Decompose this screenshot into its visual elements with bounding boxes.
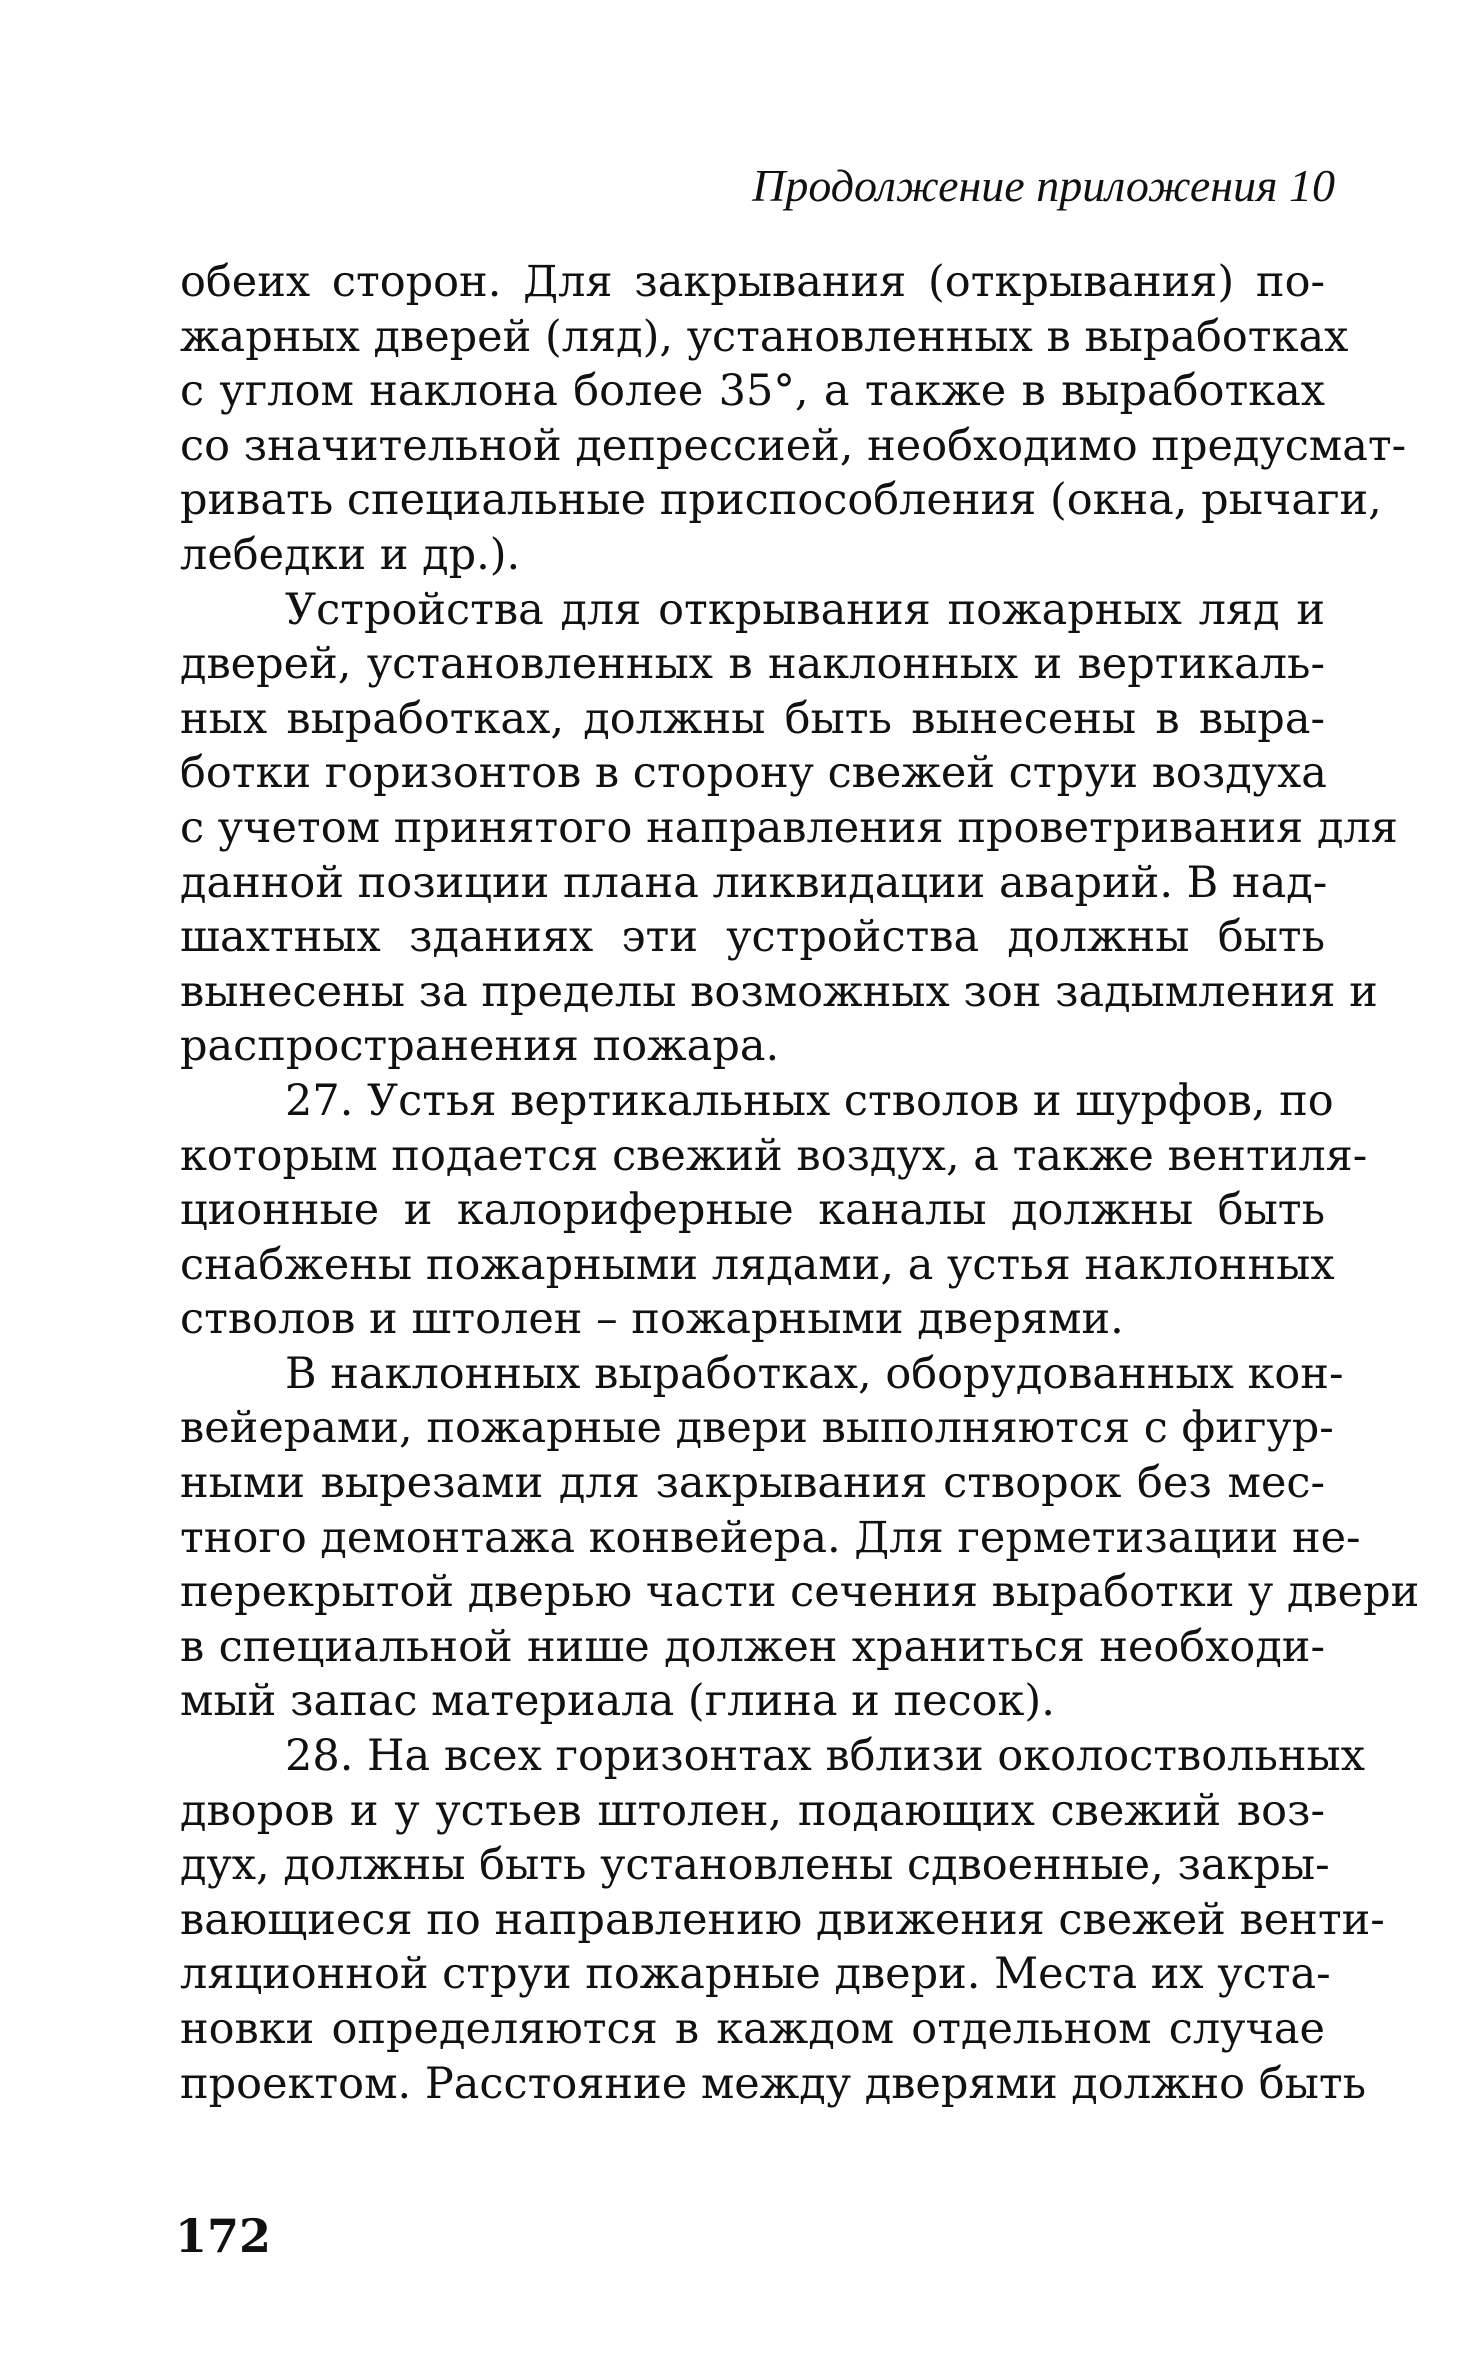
text-line: с учетом принятого направления проветривания для xyxy=(180,802,1398,853)
text-line: ляционной струи пожарные двери. Места их уста- xyxy=(180,1949,1331,2000)
body-text xyxy=(180,255,1420,2111)
paragraph xyxy=(180,255,1407,583)
paragraph xyxy=(180,1347,1420,1729)
text-line: лебедки и др.). xyxy=(180,529,521,580)
text-line: 28. На всех горизонтах вблизи околоствольных xyxy=(285,1731,1365,1782)
text-line: стволов и штолен – пожарными дверями. xyxy=(180,1294,1124,1345)
text-line: распространения пожара. xyxy=(180,1021,780,1072)
text-line: дух, должны быть установлены сдвоенные, закры- xyxy=(180,1840,1330,1891)
text-line: 27. Устья вертикальных стволов и шурфов, по xyxy=(285,1075,1334,1126)
text-line: перекрытой дверью части сечения выработки у двери xyxy=(180,1567,1420,1618)
text-line: вынесены за пределы возможных зон задымления и xyxy=(180,966,1378,1017)
text-line: в специальной нише должен храниться необходи- xyxy=(180,1621,1325,1672)
running-header: Продолжение приложения 10 xyxy=(752,160,1335,211)
text-line: обеих сторон. Для закрывания (открывания) по- xyxy=(180,257,1325,307)
text-line: ными вырезами для закрывания створок без мес- xyxy=(180,1458,1325,1509)
text-line: дворов и у устьев штолен, подающих свежий воз- xyxy=(180,1785,1325,1836)
text-line: ботки горизонтов в сторону свежей струи воздуха xyxy=(180,748,1327,799)
paragraph xyxy=(180,1074,1368,1347)
text-line: шахтных зданиях эти устройства должны быть xyxy=(180,912,1325,963)
text-line: тного демонтажа конвейера. Для герметизации не- xyxy=(180,1512,1361,1563)
text-line: с углом наклона более 35°, а также в выработках xyxy=(180,366,1325,417)
text-line: которым подается свежий воздух, а также вентиля- xyxy=(180,1130,1368,1181)
text-line: вейерами, пожарные двери выполняются с фигур- xyxy=(180,1403,1334,1454)
text-line: мый запас материала (глина и песок). xyxy=(180,1676,1055,1727)
text-line: со значительной депрессией, необходимо предусмат- xyxy=(180,420,1407,471)
text-line: вающиеся по направлению движения свежей венти- xyxy=(180,1894,1385,1945)
text-line: дверей, установленных в наклонных и вертикаль- xyxy=(180,639,1325,690)
paragraph xyxy=(180,1729,1385,2111)
text-line: Устройства для открывания пожарных ляд и xyxy=(285,584,1325,635)
paragraph xyxy=(180,583,1398,1074)
text-line: снабжены пожарными лядами, а устья наклонных xyxy=(180,1239,1335,1290)
text-line: жарных дверей (ляд), установленных в выработках xyxy=(180,311,1349,362)
text-line: ривать специальные приспособления (окна, рычаги, xyxy=(180,475,1382,526)
text-line: В наклонных выработках, оборудованных кон- xyxy=(285,1348,1344,1399)
page-number: 172 xyxy=(175,2209,272,2263)
text-line: ных выработках, должны быть вынесены в выра- xyxy=(180,693,1325,744)
text-line: данной позиции плана ликвидации аварий. В над- xyxy=(180,857,1328,908)
text-line: проектом. Расстояние между дверями должно быть xyxy=(180,2058,1367,2109)
text-line: новки определяются в каждом отдельном случае xyxy=(180,2004,1325,2054)
text-line: ционные и калориферные каналы должны быть xyxy=(180,1185,1325,1236)
